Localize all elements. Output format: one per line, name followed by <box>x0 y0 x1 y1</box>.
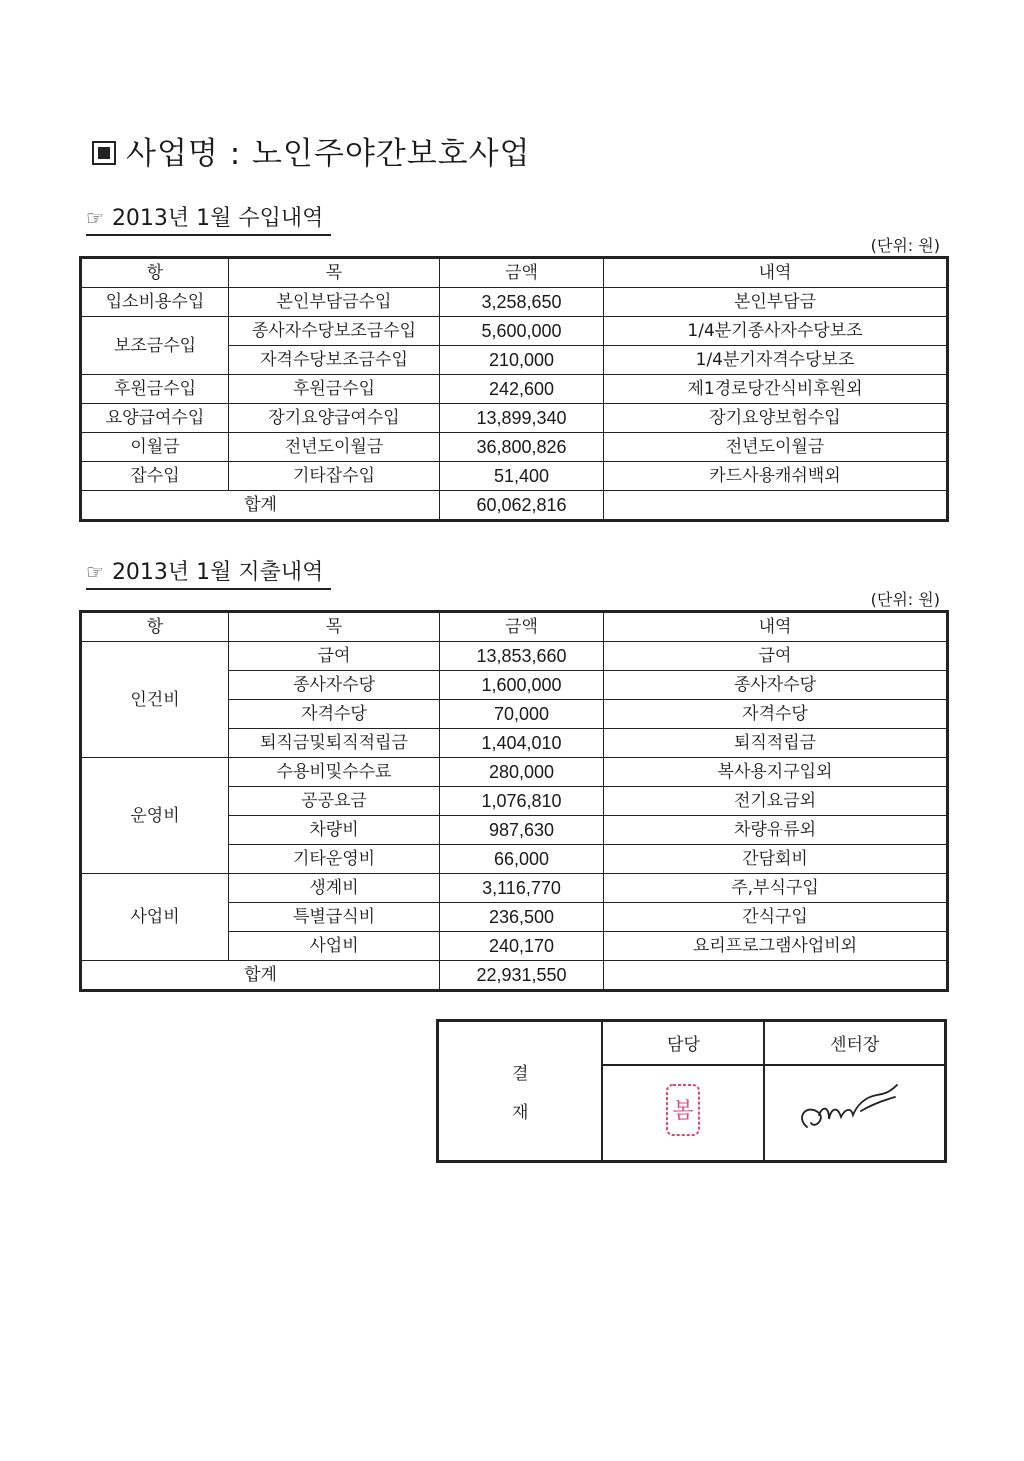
detail-cell: 본인부담금 <box>604 288 948 317</box>
mok-cell: 퇴직금및퇴직적립금 <box>229 729 440 758</box>
table-row <box>81 642 948 671</box>
staff-stamp-cell <box>602 1065 764 1162</box>
approval-col-staff: 담당 <box>602 1021 764 1065</box>
table-row <box>81 874 948 903</box>
detail-cell: 퇴직적립금 <box>604 729 948 758</box>
page-title-text: 사업명 : 노인주야간보호사업 <box>126 136 531 172</box>
detail-cell: 급여 <box>604 642 948 671</box>
mok-cell: 장기요양급여수입 <box>229 404 440 433</box>
approval-label-top: 결 <box>512 1064 529 1084</box>
income-heading-text: 2013년 1월 수입내역 <box>111 206 324 231</box>
mok-cell: 기타운영비 <box>229 845 440 874</box>
amount-cell: 5,600,000 <box>440 317 604 346</box>
total-detail-empty <box>604 491 948 521</box>
square-bullet-icon <box>92 141 116 165</box>
expense-table <box>79 610 949 992</box>
detail-cell: 차량유류외 <box>604 816 948 845</box>
detail-cell: 복사용지구입외 <box>604 758 948 787</box>
mok-cell: 특별급식비 <box>229 903 440 932</box>
group-cell: 인건비 <box>81 642 229 758</box>
seal-stamp-text: 봄 <box>672 1099 695 1125</box>
total-amount: 60,062,816 <box>440 491 604 521</box>
amount-cell: 236,500 <box>440 903 604 932</box>
column-header: 내역 <box>604 612 948 642</box>
approval-label <box>438 1021 603 1162</box>
amount-cell: 13,853,660 <box>440 642 604 671</box>
hang-cell: 요양급여수입 <box>81 404 229 433</box>
mok-cell: 공공요금 <box>229 787 440 816</box>
column-header: 항 <box>81 258 229 288</box>
table-row <box>81 404 948 433</box>
table-header-row <box>81 612 948 642</box>
detail-cell: 제1경로당간식비후원외 <box>604 375 948 404</box>
column-header: 금액 <box>440 612 604 642</box>
table-row <box>81 462 948 491</box>
table-row <box>81 758 948 787</box>
detail-cell: 1/4분기종사자수당보조 <box>604 317 948 346</box>
pointing-hand-icon: ☞ <box>86 560 104 584</box>
hang-cell: 이월금 <box>81 433 229 462</box>
detail-cell: 주,부식구입 <box>604 874 948 903</box>
mok-cell: 자격수당 <box>229 700 440 729</box>
table-row <box>81 317 948 346</box>
hang-cell: 후원금수입 <box>81 375 229 404</box>
mok-cell: 종사자수당보조금수입 <box>229 317 440 346</box>
detail-cell: 자격수당 <box>604 700 948 729</box>
detail-cell: 요리프로그램사업비외 <box>604 932 948 961</box>
table-header-row <box>81 258 948 288</box>
mok-cell: 생계비 <box>229 874 440 903</box>
amount-cell: 210,000 <box>440 346 604 375</box>
amount-cell: 13,899,340 <box>440 404 604 433</box>
director-signature-cell <box>764 1065 945 1162</box>
amount-cell: 66,000 <box>440 845 604 874</box>
income-unit-label: (단위: 원) <box>870 236 940 255</box>
detail-cell: 1/4분기자격수당보조 <box>604 346 948 375</box>
total-label: 합계 <box>81 491 440 521</box>
approval-header-row <box>438 1021 946 1065</box>
column-header: 금액 <box>440 258 604 288</box>
hang-cell: 잡수입 <box>81 462 229 491</box>
amount-cell: 1,076,810 <box>440 787 604 816</box>
pointing-hand-icon: ☞ <box>86 206 104 230</box>
seal-stamp-icon <box>653 1075 713 1145</box>
amount-cell: 70,000 <box>440 700 604 729</box>
approval-box <box>436 1019 947 1163</box>
approval-label-bottom: 재 <box>512 1103 529 1123</box>
total-row <box>81 491 948 521</box>
detail-cell: 카드사용캐쉬백외 <box>604 462 948 491</box>
column-header: 목 <box>229 612 440 642</box>
amount-cell: 1,600,000 <box>440 671 604 700</box>
mok-cell: 전년도이월금 <box>229 433 440 462</box>
hang-cell: 입소비용수입 <box>81 288 229 317</box>
mok-cell: 차량비 <box>229 816 440 845</box>
table-row <box>81 288 948 317</box>
table-row <box>81 433 948 462</box>
group-cell: 운영비 <box>81 758 229 874</box>
detail-cell: 장기요양보험수입 <box>604 404 948 433</box>
mok-cell: 사업비 <box>229 932 440 961</box>
total-row <box>81 961 948 991</box>
income-table <box>79 256 949 522</box>
amount-cell: 3,116,770 <box>440 874 604 903</box>
expense-heading <box>86 555 331 590</box>
column-header: 항 <box>81 612 229 642</box>
detail-cell: 간담회비 <box>604 845 948 874</box>
total-amount: 22,931,550 <box>440 961 604 991</box>
mok-cell: 본인부담금수입 <box>229 288 440 317</box>
detail-cell: 간식구입 <box>604 903 948 932</box>
column-header: 내역 <box>604 258 948 288</box>
amount-cell: 240,170 <box>440 932 604 961</box>
amount-cell: 987,630 <box>440 816 604 845</box>
detail-cell: 종사자수당 <box>604 671 948 700</box>
total-label: 합계 <box>81 961 440 991</box>
amount-cell: 51,400 <box>440 462 604 491</box>
detail-cell: 전년도이월금 <box>604 433 948 462</box>
mok-cell: 자격수당보조금수입 <box>229 346 440 375</box>
total-detail-empty <box>604 961 948 991</box>
mok-cell: 종사자수당 <box>229 671 440 700</box>
mok-cell: 수용비및수수료 <box>229 758 440 787</box>
income-heading <box>86 201 331 236</box>
group-cell: 사업비 <box>81 874 229 961</box>
amount-cell: 242,600 <box>440 375 604 404</box>
mok-cell: 후원금수입 <box>229 375 440 404</box>
amount-cell: 1,404,010 <box>440 729 604 758</box>
detail-cell: 전기요금외 <box>604 787 948 816</box>
expense-heading-text: 2013년 1월 지출내역 <box>111 560 324 585</box>
mok-cell: 급여 <box>229 642 440 671</box>
amount-cell: 3,258,650 <box>440 288 604 317</box>
column-header: 목 <box>229 258 440 288</box>
handwritten-signature <box>785 1075 925 1145</box>
mok-cell: 기타잡수입 <box>229 462 440 491</box>
table-row <box>81 375 948 404</box>
hang-cell: 보조금수입 <box>81 317 229 375</box>
page-title <box>92 128 531 173</box>
amount-cell: 280,000 <box>440 758 604 787</box>
amount-cell: 36,800,826 <box>440 433 604 462</box>
expense-unit-label: (단위: 원) <box>870 590 940 609</box>
approval-col-director: 센터장 <box>764 1021 945 1065</box>
